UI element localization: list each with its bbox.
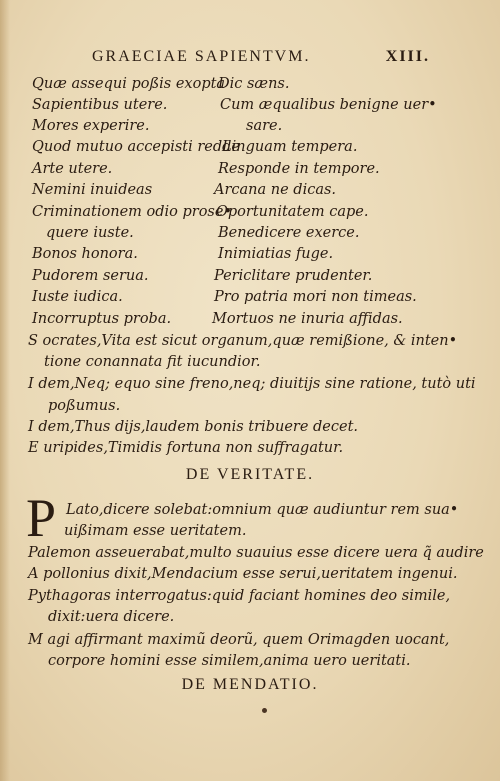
- maxim-row: [32, 204, 432, 225]
- text-line: Lato,dicere solebat:omnium quæ audiuntur rem sua•: [66, 502, 459, 518]
- folio-number: XIII.: [385, 48, 430, 65]
- saying-line: poßumus.: [48, 398, 121, 414]
- text-line: M agi affirmant maximũ deorũ, quem Orimagden uocant,: [28, 632, 450, 648]
- maxim-row: [32, 225, 432, 246]
- maxim-right: Responde in tempore.: [218, 161, 380, 177]
- maxim-left: Arte utere.: [32, 161, 113, 177]
- maxim-left: Quod mutuo accepisti redde: [32, 139, 240, 155]
- saying-line: tione conannata fit iucundior.: [44, 354, 261, 370]
- maxim-right: sare.: [246, 118, 283, 134]
- maxim-right: Pro patria mori non timeas.: [214, 289, 417, 305]
- maxim-right: Dic sæns.: [218, 76, 290, 92]
- saying-line: S ocrates,Vita est sicut organum,quæ remißione, & inten•: [28, 333, 458, 349]
- maxim-left: Incorruptus proba.: [32, 311, 172, 327]
- running-title: GRAECIAE SAPIENTVM.: [92, 48, 311, 65]
- maxim-row: [32, 182, 432, 203]
- maxim-left: Quæ assequi poßis exopta: [32, 76, 226, 92]
- maxim-row: [32, 246, 432, 267]
- maxim-left: Mores experire.: [32, 118, 150, 134]
- maxim-right: Arcana ne dicas.: [214, 182, 337, 198]
- maxim-right: Mortuos ne inuria affidas.: [212, 311, 403, 327]
- section-heading-veritate: DE VERITATE.: [185, 466, 315, 483]
- ink-mark: [262, 708, 267, 713]
- maxim-right: Inimiatias fuge.: [218, 246, 334, 262]
- maxim-left: Nemini inuideas: [32, 182, 153, 198]
- saying-line: E uripides,Timidis fortuna non suffragatur.: [28, 440, 344, 456]
- maxim-right: Linguam tempera.: [222, 139, 358, 155]
- text-line: A pollonius dixit,Mendacium esse serui,ueritatem ingenui.: [28, 566, 458, 582]
- maxim-right: Benedicere exerce.: [218, 225, 360, 241]
- page-edge-shadow: [0, 0, 10, 781]
- text-line: Palemon asseuerabat,multo suauius esse dicere uera q̃ audire: [28, 545, 484, 561]
- maxim-left: Criminationem odio prose•: [32, 204, 233, 220]
- maxim-row: [32, 268, 432, 289]
- text-line: dixit:uera dicere.: [48, 609, 175, 625]
- maxim-row: [32, 161, 432, 182]
- maxim-left: Iuste iudica.: [32, 289, 123, 305]
- maxim-row: [32, 139, 432, 160]
- maxim-left: quere iuste.: [46, 225, 134, 241]
- maxim-left: Sapientibus utere.: [32, 97, 168, 113]
- page-header: [80, 48, 430, 70]
- maxim-row: [32, 118, 432, 139]
- maxim-right: Periclitare prudenter.: [214, 268, 373, 284]
- text-line: corpore homini esse similem,anima uero ueritati.: [48, 653, 411, 669]
- saying-line: I dem,Thus dijs,laudem bonis tribuere decet.: [28, 419, 359, 435]
- saying-line: I dem,Neq; equo sine freno,neq; diuitijs sine ratione, tutò uti: [28, 376, 476, 392]
- maxim-right: Cum æqualibus benigne uer•: [220, 97, 437, 113]
- maxim-left: Bonos honora.: [32, 246, 138, 262]
- text-line: Pythagoras interrogatus:quid faciant homines deo simile,: [28, 588, 451, 604]
- section-heading-mendatio: DE MENDATIO.: [181, 676, 319, 693]
- maxim-row: [32, 289, 432, 310]
- maxim-row: [32, 97, 437, 118]
- maxim-row: [32, 311, 432, 332]
- text-line: uißimam esse ueritatem.: [64, 523, 247, 539]
- maxim-left: Pudorem serua.: [32, 268, 149, 284]
- drop-cap-initial: P: [26, 488, 57, 548]
- maxim-right: Oportunitatem cape.: [216, 204, 369, 220]
- maxim-row: [32, 76, 432, 97]
